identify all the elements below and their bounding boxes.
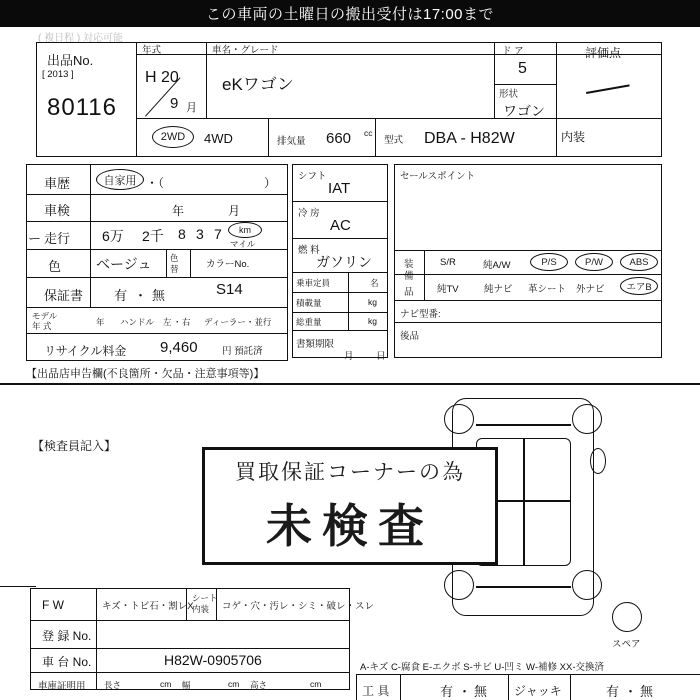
- drive-4wd-option[interactable]: 4WD: [204, 131, 233, 146]
- color-divider-2: [190, 249, 191, 277]
- jack-label-divider: [570, 674, 571, 700]
- cert-width-label: 幅: [182, 680, 191, 690]
- mileage-unit-km-selected[interactable]: [228, 222, 262, 238]
- seller-note-label: 【出品店申告欄(不良箇所・欠品・注意事項等)】: [26, 368, 265, 380]
- car-diagram-wheel-rl: [444, 570, 474, 600]
- interior-label: 内装: [561, 130, 586, 144]
- mileage-juu: 3: [196, 226, 204, 242]
- color-swatch-label: 色 替: [170, 253, 179, 274]
- detail-row-6: [26, 333, 288, 334]
- drive-divider-1: [268, 118, 269, 157]
- fw-label: F W: [42, 598, 64, 612]
- year-label: 年式: [142, 45, 162, 56]
- mileage-unit-km: km: [239, 225, 251, 235]
- section-divider: [0, 383, 700, 385]
- equip-pw-selected[interactable]: [575, 253, 613, 271]
- shape-value: ワゴン: [503, 103, 545, 119]
- car-diagram-roof-split: [523, 438, 525, 566]
- equip-tv[interactable]: 純TV: [437, 284, 459, 295]
- gross-unit: kg: [368, 316, 377, 326]
- nav-model-label: ナビ型番:: [400, 309, 441, 320]
- stamp-line-1: 買取保証コーナーの為: [235, 461, 465, 484]
- car-name-label: 車名・グレード: [212, 45, 279, 56]
- equip-label-1: 装: [404, 259, 414, 270]
- tools-label-divider: [400, 674, 401, 700]
- cert-height-unit: cm: [310, 679, 322, 689]
- bottom-row-2: [30, 648, 350, 649]
- displacement-label: 排気量: [277, 136, 306, 147]
- car-name-value: eKワゴン: [222, 75, 294, 94]
- door-value: 5: [518, 60, 527, 77]
- recycle-label: リサイクル料金: [44, 344, 127, 358]
- tools-dot: ・: [458, 684, 472, 699]
- gross-label: 総重量: [296, 317, 322, 327]
- handle-left[interactable]: 左: [163, 317, 172, 327]
- header-divider-1: [136, 42, 137, 157]
- faint-top-text: ( 複日程 ) 対応可能: [38, 33, 123, 44]
- docs-day: 日: [376, 351, 386, 362]
- inspection-month: 月: [228, 204, 241, 218]
- fuel-value: ガソリン: [316, 254, 372, 270]
- detail-row-5: [26, 307, 288, 308]
- lot-number: 80116: [47, 94, 117, 121]
- spare-label: スペア: [612, 639, 641, 650]
- equip-sr[interactable]: S/R: [440, 257, 456, 268]
- detail-row-1: [26, 194, 288, 195]
- bottom-row-1: [30, 620, 350, 621]
- header-row-divider-3: [494, 84, 556, 85]
- mileage-ichi: 7: [214, 226, 222, 242]
- cert-height-label: 高さ: [250, 680, 268, 690]
- sales-point-divider: [394, 250, 662, 251]
- history-value: 自家用: [103, 174, 137, 187]
- docs-month: 月: [344, 351, 354, 362]
- handle-dot: ・: [173, 317, 182, 327]
- car-diagram-front-line: [476, 424, 571, 426]
- shift-value: IAT: [328, 180, 351, 197]
- inspection-label: 車検: [44, 203, 71, 218]
- equip-navi[interactable]: 純ナビ: [484, 284, 513, 295]
- handle-label: ハンドル: [120, 317, 155, 327]
- mileage-hyaku: 8: [178, 226, 186, 242]
- equip-row-divider: [394, 274, 662, 275]
- equip-col-divider: [424, 250, 425, 300]
- sales-point-title: セールスポイント: [400, 171, 476, 182]
- recycle-unit: 円 預託済: [222, 346, 263, 357]
- load-unit: kg: [368, 297, 377, 307]
- spare-tire-icon: [612, 602, 642, 632]
- history-value-marked[interactable]: [96, 169, 144, 190]
- drive-2wd-selected[interactable]: [152, 126, 194, 148]
- equip-pw: P/W: [585, 256, 603, 268]
- mileage-left-bracket: ー: [28, 231, 42, 246]
- tools-no[interactable]: 無: [474, 684, 488, 699]
- damage-legend: A-キズ C-腐食 E-エクボ S-サビ U-凹ミ W-補修 XX-交換済: [360, 662, 604, 673]
- jack-label: ジャッキ: [514, 684, 562, 698]
- month-value: 9: [170, 95, 179, 112]
- capacity-unit: 名: [370, 278, 379, 288]
- detail-row-4: [26, 277, 288, 278]
- notice-banner: [0, 0, 700, 27]
- equip-ps: P/S: [541, 256, 557, 268]
- cert-length-unit: cm: [160, 679, 172, 689]
- year-value: H 20: [145, 69, 179, 86]
- dealer-label: ディーラー・並行: [204, 317, 272, 327]
- jack-dot: ・: [624, 684, 638, 699]
- model-code-value: DBA - H82W: [424, 130, 515, 147]
- color-divider-1: [166, 249, 167, 277]
- load-label: 積載量: [296, 298, 322, 308]
- mid-row-3: [292, 272, 388, 273]
- docs-label: 書類期限: [296, 339, 335, 350]
- equip-airbag-selected[interactable]: [620, 277, 658, 295]
- model-year-label: モデル 年 式: [32, 311, 58, 331]
- rating-label: 評価点: [585, 46, 622, 60]
- equip-abs-selected[interactable]: [620, 253, 658, 271]
- lot-no-label: 出品No.: [47, 53, 94, 68]
- color-value: ベージュ: [96, 256, 152, 272]
- displacement-value: 660: [326, 130, 352, 147]
- model-year-year: 年: [96, 317, 105, 327]
- nav-row-divider: [394, 322, 662, 323]
- detail-col-divider: [90, 164, 91, 307]
- equip-outer-navi[interactable]: 外ナビ: [576, 284, 605, 295]
- equip-aw[interactable]: 純A/W: [483, 260, 511, 271]
- ac-value: AC: [330, 217, 351, 234]
- lot-year-label: [ 2013 ]: [42, 69, 74, 80]
- month-unit: 月: [186, 102, 197, 114]
- mid-row-2: [292, 238, 388, 239]
- tools-left-divider: [356, 674, 357, 700]
- car-diagram-mirror-right: [590, 448, 606, 474]
- mid-row-5: [292, 312, 388, 313]
- displacement-unit: cc: [364, 128, 373, 138]
- seat-label: シート 内装: [192, 593, 218, 614]
- ac-label: 冷 房: [298, 208, 320, 219]
- equip-leather[interactable]: 革シート: [528, 284, 567, 295]
- fuel-label: 燃 料: [298, 245, 320, 256]
- capacity-label: 乗車定員: [296, 278, 331, 288]
- inspector-title: 【検査員記入】: [32, 439, 117, 453]
- drive-2wd-label: 2WD: [160, 131, 186, 143]
- equip-airbag: エアB: [626, 282, 652, 293]
- registration-label: 登 録 No.: [42, 629, 92, 643]
- car-diagram-wheel-rr: [572, 570, 602, 600]
- history-suffix: ・（: [146, 176, 165, 190]
- tools-label: 工 具: [362, 684, 390, 698]
- equip-ps-selected[interactable]: [530, 253, 568, 271]
- car-diagram-rear-line: [476, 586, 571, 588]
- mileage-sen: 2千: [142, 228, 164, 244]
- header-row-divider-2: [136, 118, 556, 119]
- history-label: 車歴: [44, 176, 71, 191]
- stamp-line-2: 未検査: [266, 500, 434, 552]
- tools-yes[interactable]: 有: [440, 684, 454, 699]
- car-diagram-wheel-fr: [572, 404, 602, 434]
- warranty-label: 保証書: [44, 288, 84, 303]
- chassis-label: 車 台 No.: [42, 655, 92, 669]
- model-code-label: 型式: [384, 135, 404, 146]
- scratch-label: キズ・トビ石・割レX: [102, 601, 194, 612]
- cert-width-unit: cm: [228, 679, 240, 689]
- bottom-col-1: [96, 588, 97, 690]
- jack-no[interactable]: 無: [640, 684, 654, 699]
- mid-row-1: [292, 201, 388, 202]
- tools-col-divider: [508, 674, 509, 700]
- notice-banner-text: この車両の土曜日の搬出受付は17:00まで: [205, 6, 495, 23]
- color-no-label: カラーNo.: [206, 259, 250, 270]
- door-label: ド ア: [502, 46, 524, 57]
- parts-label: 品: [404, 287, 414, 298]
- tools-top-line: [356, 674, 700, 675]
- history-close: ）: [264, 176, 277, 190]
- color-no-value: S14: [216, 281, 243, 298]
- garage-cert-label: 車庫証明用: [38, 681, 86, 692]
- mileage-man: 6万: [102, 228, 124, 244]
- shape-label: 形状: [499, 89, 519, 100]
- equip-bottom-divider: [394, 300, 662, 301]
- shift-label: シフト: [298, 171, 327, 182]
- warranty-no[interactable]: 無: [152, 288, 166, 303]
- mileage-unit-mile: マイル: [230, 239, 256, 249]
- header-row-divider-1: [136, 54, 556, 55]
- handle-right[interactable]: 右: [182, 317, 191, 327]
- mid-col-divider: [348, 272, 349, 330]
- bottom-top-line: [0, 586, 36, 587]
- warranty-dot: ・: [134, 288, 148, 303]
- car-diagram-wheel-fl: [444, 404, 474, 434]
- mid-row-4: [292, 292, 388, 293]
- mileage-label: 走行: [44, 231, 71, 246]
- equip-abs: ABS: [629, 256, 649, 268]
- after-parts-label: 後品: [400, 331, 420, 342]
- warranty-yes[interactable]: 有: [114, 288, 128, 303]
- inspection-year: 年: [172, 204, 185, 218]
- color-label: 色: [48, 259, 62, 274]
- header-divider-5: [556, 118, 662, 119]
- mid-row-6: [292, 330, 388, 331]
- equip-label-2: 備: [404, 271, 414, 282]
- header-divider-4: [556, 42, 557, 157]
- chassis-value: H82W-0905706: [164, 652, 262, 668]
- recycle-value: 9,460: [160, 339, 198, 356]
- bottom-row-3: [30, 672, 350, 673]
- jack-yes[interactable]: 有: [606, 684, 620, 699]
- seat-detail-label: コゲ・穴・汚レ・シミ・破レ・スレ: [222, 601, 375, 612]
- cert-length-label: 長さ: [104, 680, 122, 690]
- uninspected-stamp: [202, 447, 498, 565]
- drive-divider-2: [375, 118, 376, 157]
